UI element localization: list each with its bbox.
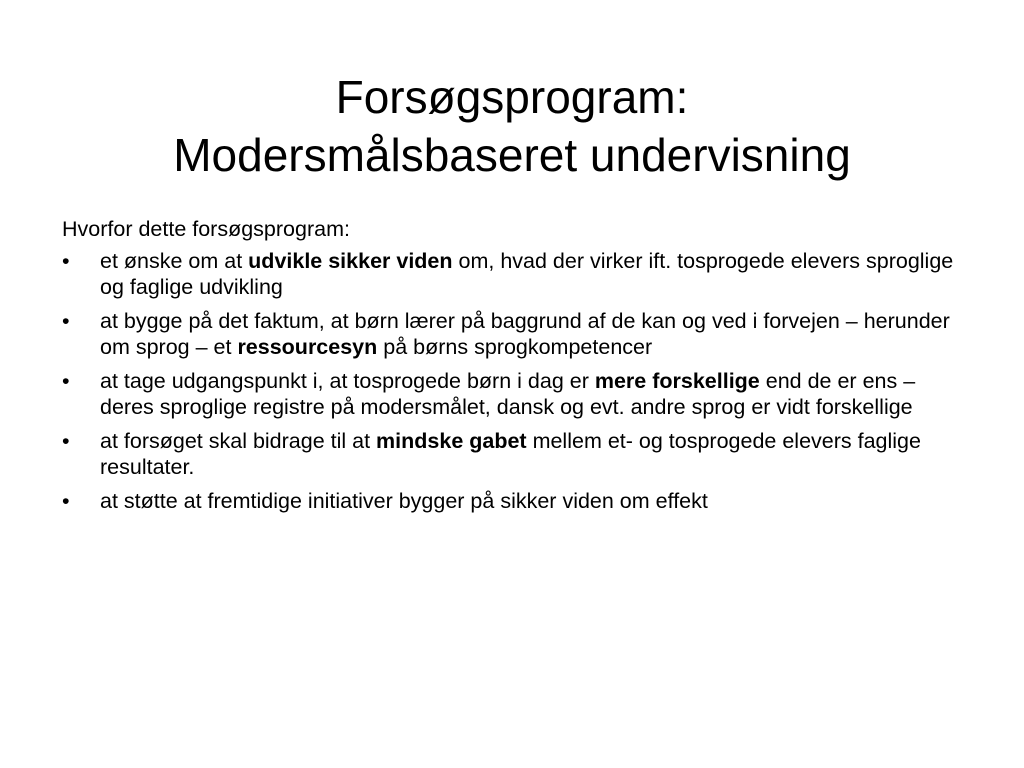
bullet-text-before: at støtte at fremtidige initiativer bygger på sikker viden om effekt [100, 489, 708, 513]
bullet-text-after: end de er ens – deres sproglige registre på modersmålet, dansk og evt. andre sprog er vidt forskellige [100, 369, 916, 419]
bullet-text-bold: ressourcesyn [237, 335, 378, 359]
bullet-icon: • [62, 429, 70, 453]
bullet-text-before: at tage udgangspunkt i, at tosprogede børn i dag er [100, 369, 595, 393]
bullet-text [100, 309, 950, 359]
bullet-text-before: et ønske om at [100, 249, 249, 273]
slide-title-line-2: Modersmålsbaseret undervisning [173, 129, 851, 181]
slide-body [62, 216, 962, 522]
bullet-text [100, 429, 921, 479]
bullet-text-bold: mindske gabet [376, 429, 527, 453]
bullet-icon: • [62, 249, 70, 273]
bullet-text-bold: udvikle sikker viden [248, 249, 453, 273]
bullet-text-after: om, hvad der virker ift. tosprogede elevers sproglige og faglige udvikling [100, 249, 954, 299]
bullet-text-after: mellem et- og tosprogede elevers faglige resultater. [100, 429, 921, 479]
bullet-item [62, 488, 962, 514]
bullet-item [62, 308, 962, 360]
bullet-icon: • [62, 309, 70, 333]
intro-text: Hvorfor dette forsøgsprogram: [62, 217, 350, 241]
bullet-list [62, 248, 962, 514]
bullet-icon: • [62, 489, 70, 513]
bullet-text-after: på børns sprogkompetencer [377, 335, 653, 359]
bullet-item [62, 368, 962, 420]
bullet-text-before: at forsøget skal bidrage til at [100, 429, 377, 453]
bullet-item [62, 428, 962, 480]
bullet-icon: • [62, 369, 70, 393]
bullet-text-before: at bygge på det faktum, at børn lærer på baggrund af de kan og ved i forvejen – herunder om sprog – et [100, 309, 950, 359]
bullet-text [100, 249, 953, 299]
bullet-text-bold: mere forskellige [594, 369, 760, 393]
slide-title-line-1: Forsøgsprogram: [335, 71, 689, 123]
bullet-item [62, 248, 962, 300]
bullet-text [100, 369, 915, 419]
bullet-text [100, 489, 708, 513]
slide-title [0, 68, 1024, 184]
